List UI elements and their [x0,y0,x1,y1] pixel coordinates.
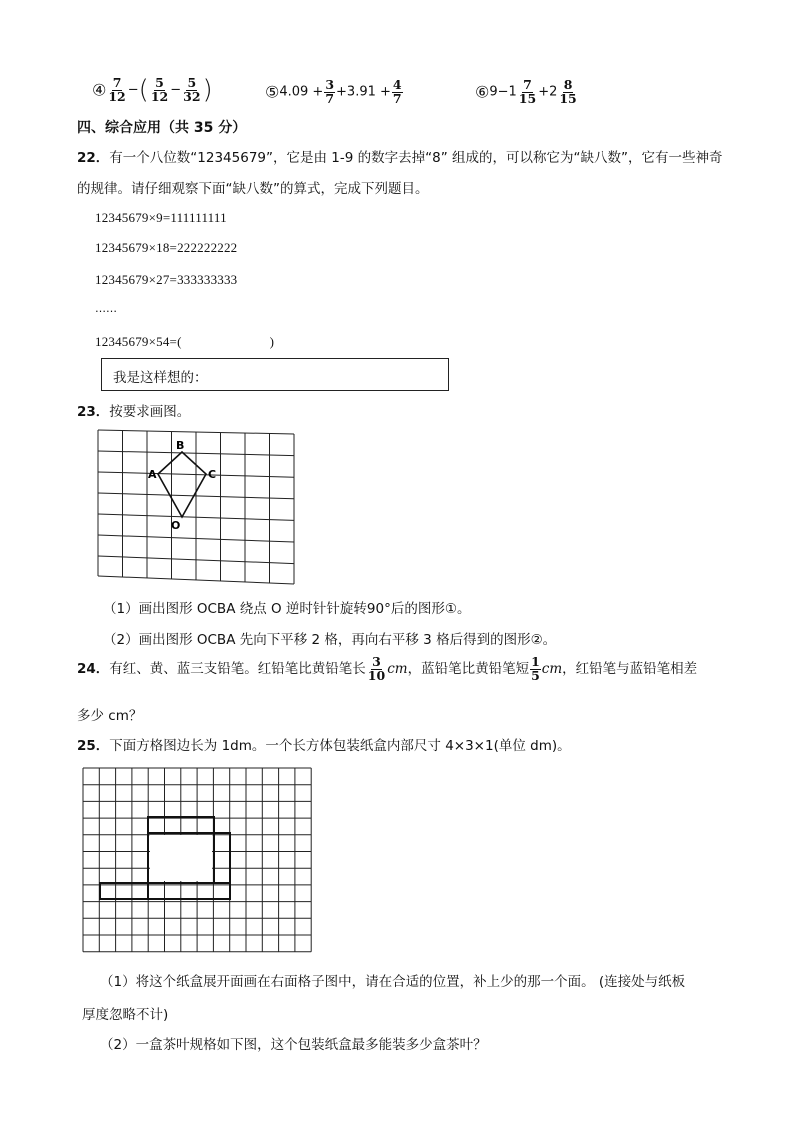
q22-line1 [77,146,723,166]
q25-sub2: （2）一盒茶叶规格如下图，这个包装纸盒最多能装多少盒茶叶？ [100,1037,487,1053]
equation-3: 12345679×27=333333333 [95,272,238,287]
calc-item-6: ⑥9−1 $\frac{7}{15}$ +2 $\frac{8}{15}$ [475,77,577,106]
equation-2: 12345679×18=222222222 [95,240,238,255]
q23-sub2: （2）画出图形 OCBA 先向下平移 2 格，再向右平移 3 格后得到的图形②。 [103,632,557,648]
q25-grid-figure [80,765,320,955]
think-box-label: 我是这样想的： [113,370,208,386]
calc-item-5: ⑤4.09 + $\frac{3}{7}$ +3.91 + $\frac{4}{7}$ [265,77,402,106]
think-box[interactable] [101,358,449,391]
q25-heading: 25．下面方格图边长为 1dm。一个长方体包装纸盒内部尺寸 4×3×1(单位 dm)。 [77,738,571,754]
question-number: 22． [77,150,110,166]
q25-sub1-line2: 厚度忽略不计) [82,1007,169,1023]
q22-text-line2: 的规律。请仔细观察下面“缺八数”的算式，完成下列题目。 [77,181,429,197]
fraction: $\frac{4}{7}$ [392,77,402,106]
fraction: $\frac{8}{15}$ [559,77,577,106]
point-label-o: O [171,519,181,532]
q22-text-line1: 有一个八位数“12345679”，它是由 1-9 的数字去掉“8” 组成的，可以称它为“缺八数”，它有一些神奇 [109,150,723,166]
section-title: 四、综合应用（共 35 分） [77,120,247,136]
point-label-c: C [208,468,217,481]
circled-number-6: ⑥ [475,82,490,102]
q25-sub1-line1: （1）将这个纸盒展开面画在右面格子图中，请在合适的位置，补上少的那一个面。 (连接处与纸板 [100,974,686,990]
question-number: 25． [77,738,110,754]
point-label-b: B [176,439,185,452]
box-net-inner-face [150,835,212,881]
circled-number-5: ⑤ [265,82,280,102]
fraction: $\frac{3}{10}$ [367,654,386,683]
q23-grid-figure [94,426,300,588]
fraction: $\frac{3}{7}$ [325,77,335,106]
equation-4: 12345679×54=( ) [95,334,275,349]
fraction: $\frac{5}{32}$ [183,75,201,104]
circled-number-4: ④ [92,80,107,100]
kite-shape-ocba [158,452,206,517]
equation-1: 12345679×9=111111111 [95,210,227,225]
question-number: 24． [77,661,110,677]
fraction: $\frac{1}{5}$ [531,654,540,683]
q23-sub1: （1）画出图形 OCBA 绕点 O 逆时针针旋转90°后的图形①。 [103,601,471,617]
point-label-a: A [148,468,157,481]
fraction: $\frac{7}{15}$ [518,77,537,106]
q23-heading: 23．按要求画图。 [77,404,191,420]
fraction: $\frac{7}{12}$ [108,75,126,104]
q24-line2: 多少 cm？ [77,708,143,724]
q24-line1: 24．有红、黄、蓝三支铅笔。红铅笔比黄铅笔长 $\frac{3}{10}$ cm，蓝铅笔比黄铅笔短 $\frac{1}{5}$ cm，红铅笔与蓝铅笔相差 [77,654,698,683]
fraction: $\frac{5}{12}$ [150,75,169,104]
question-number: 23． [77,404,110,420]
ellipsis: …… [95,302,117,315]
calc-item-4: ④ $\frac{7}{12}$ −( $\frac{5}{12}$ − $\frac{5}{32}$ ) [92,75,213,105]
